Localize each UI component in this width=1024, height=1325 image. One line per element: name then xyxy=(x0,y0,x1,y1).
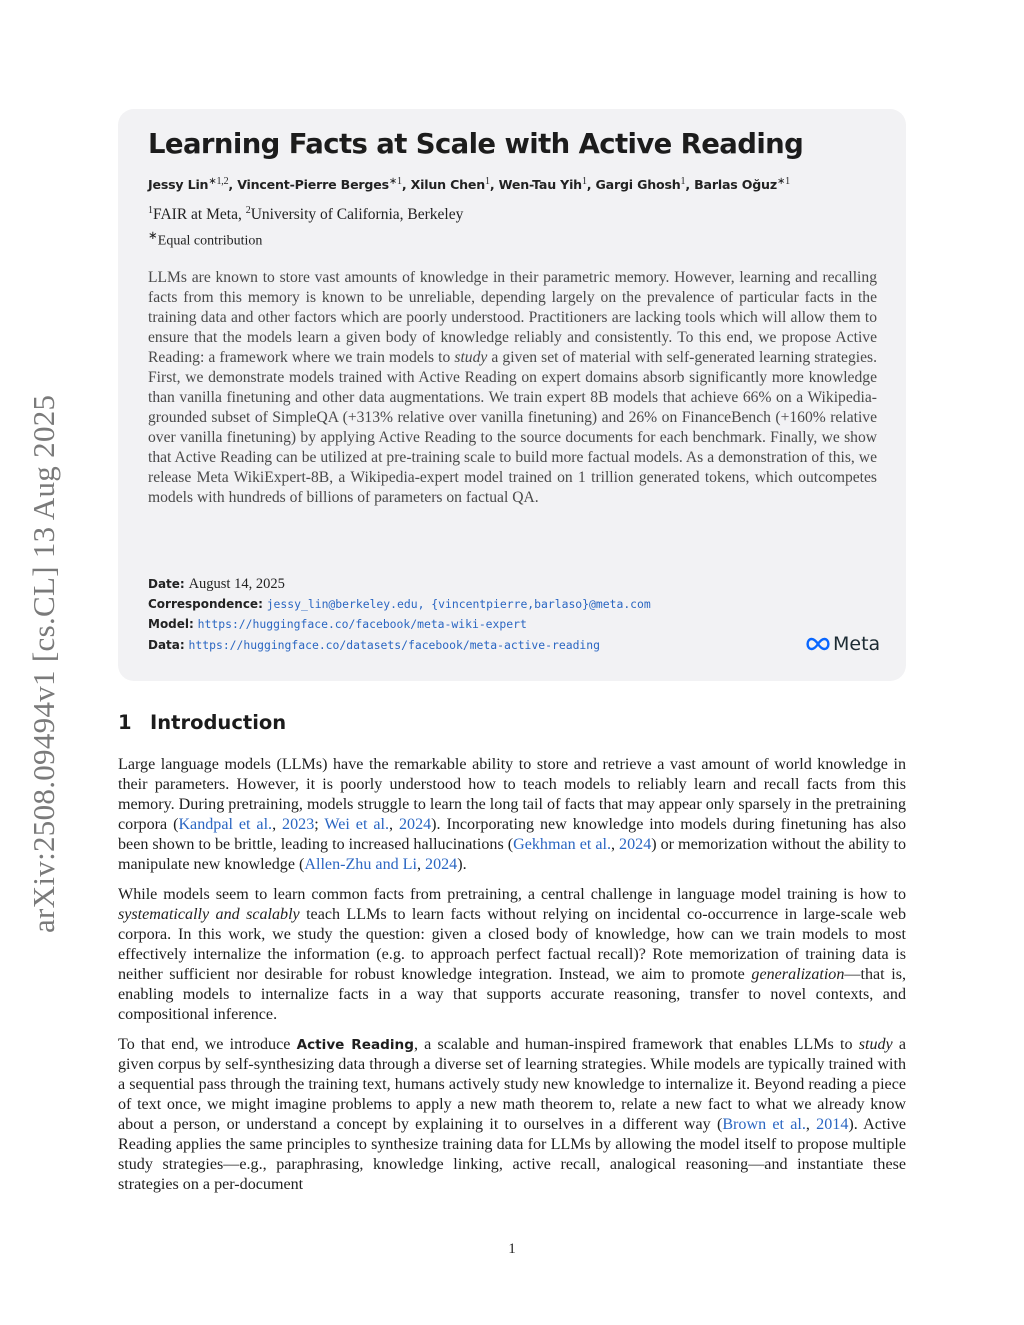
text-run: ) or memorization without the ability to manipulate new knowledge ( xyxy=(118,836,907,873)
citation-link[interactable]: Gekhman et al. xyxy=(513,836,611,853)
text-run: To that end, we introduce xyxy=(118,1036,297,1053)
text-run: —that is, enabling models to internalize facts in a way that supports accurate reasoning, transfer to novel contexts, and compositional inference. xyxy=(118,966,906,1023)
email-separator: , xyxy=(417,597,432,612)
citation-link[interactable]: Allen-Zhu and Li xyxy=(304,856,417,873)
data-label: Data: xyxy=(148,637,185,652)
text-run: , xyxy=(805,1116,817,1133)
abstract-emphasis: study xyxy=(454,349,488,366)
citation-year-link[interactable]: 2024 xyxy=(619,836,652,853)
citation-year-link[interactable]: 2024 xyxy=(425,856,458,873)
introduction-body xyxy=(118,755,906,1205)
section-heading xyxy=(118,711,286,734)
meta-logo-text: Meta xyxy=(833,633,881,655)
citation-year-link[interactable]: 2023 xyxy=(282,816,315,833)
text-run: , a scalable and human-inspired framework that enables LLMs to xyxy=(413,1036,859,1053)
date-row xyxy=(148,574,651,594)
author-name: Jessy Lin xyxy=(148,177,209,193)
author-name: Vincent-Pierre Berges xyxy=(237,177,389,193)
text-run: ). Incorporating new knowledge into models during finetuning has also been shown to be brittle, leading to increased hallucinations ( xyxy=(118,816,907,853)
paper-title: Learning Facts at Scale with Active Reading xyxy=(148,128,804,160)
affiliations xyxy=(148,205,463,224)
arxiv-identifier: arXiv:2508.09494v1 [cs.CL] 13 Aug 2025 xyxy=(26,394,61,934)
correspondence-row xyxy=(148,594,651,614)
abstract-text: a given set of material with self-generated learning strategies. First, we demonstrate models trained with Active Reading on expert domains absorb significantly more knowledge than vanilla finetuning and other data augmentations. We train expert 8B models that achieve 66% on a Wikipedia-grounded subset of SimpleQA (+313% relative over vanilla finetuning) and 26% on FinanceBench (+160% relative over vanilla finetuning) by applying Active Reading to the source documents for each benchmark. Finally, we show that Active Reading can be utilized at pre-training scale to build more factual models. As a demonstration of this, we release Meta WikiExpert-8B, a Wikipedia-expert model trained on 1 trillion generated tokens, which outcompetes models with hundreds of billions of parameters on factual QA. xyxy=(148,349,877,506)
author-mark: 1 xyxy=(680,176,686,187)
email-link-2[interactable]: {vincentpierre,barlaso}@meta.com xyxy=(431,597,651,612)
paper-metadata xyxy=(148,574,651,655)
correspondence-label: Correspondence: xyxy=(148,597,263,612)
section-number: 1 xyxy=(118,711,132,734)
abstract-text: LLMs are known to store vast amounts of knowledge in their parametric memory. However, learning and recalling facts from this memory is known to be unreliable, depending largely on the prevalence of particular facts in the training data and other factors which are poorly understood. Practitioners are lacking tools which will allow them to ensure that the models learn a given body of knowledge reliably and consistently. To this end, we propose Active Reading: a framework where we train models to xyxy=(148,269,877,366)
meta-infinity-icon xyxy=(806,637,830,651)
author-name: Xilun Chen xyxy=(410,177,486,193)
text-run: ; xyxy=(314,816,325,833)
paragraph xyxy=(118,755,906,875)
citation-link[interactable]: Brown et al. xyxy=(722,1116,806,1133)
paragraph xyxy=(118,885,906,1025)
affil-mark-2: 2 xyxy=(245,205,251,216)
paragraph xyxy=(118,1035,906,1195)
citation-link[interactable]: Wei et al. xyxy=(324,816,389,833)
text-run: , xyxy=(416,856,426,873)
model-label: Model: xyxy=(148,617,194,632)
date-value: August 14, 2025 xyxy=(188,576,285,592)
author-mark: 1 xyxy=(581,176,587,187)
text-run: teach LLMs to learn facts without relying on incidental co-occurrence in large-scale web corpora. In this work, we study the question: given a closed body of knowledge, how can we train models to most effectively internalize the information (e.g. to approach perfect factual recall)? Rote memorization of training data is neither sufficient nor desirable for robust knowledge integration. Instead, we aim to promote xyxy=(118,906,906,983)
text-run: ). Active Reading applies the same principles to synthesize training data for LLMs by allowing the model itself to propose multiple study strategies—e.g., paraphrasing, knowledge linking, active recall, analogical reasoning—and instantiate these strategies on a per-document xyxy=(118,1116,907,1193)
author-mark: 1 xyxy=(485,176,490,187)
text-run: , xyxy=(389,816,399,833)
equal-mark: ∗ xyxy=(148,229,158,242)
text-run: Large language models (LLMs) have the remarkable ability to store and retrieve a vast amount of world knowledge in their parameters. However, it is poorly understood how to teach models to reliably learn and recall facts from this memory. During pretraining, models struggle to learn the long tail of facts that may appear only sparsely in the pretraining corpora ( xyxy=(118,756,906,833)
section-title-text: Introduction xyxy=(150,711,287,734)
page-number: 1 xyxy=(508,1241,516,1257)
model-link[interactable]: https://huggingface.co/facebook/meta-wiki-expert xyxy=(197,617,527,632)
meta-logo xyxy=(806,633,880,655)
text-run: , xyxy=(610,836,620,853)
author-mark: ∗1 xyxy=(776,176,790,187)
equal-contribution-note xyxy=(148,228,262,250)
emphasis: generalization xyxy=(751,966,845,983)
emphasis: systematically and scalably xyxy=(118,906,300,923)
text-run: ). xyxy=(457,856,467,873)
author-mark: ∗1 xyxy=(388,176,402,187)
data-link[interactable]: https://huggingface.co/datasets/facebook/meta-active-reading xyxy=(188,637,600,652)
citation-link[interactable]: Kandpal et al. xyxy=(178,816,273,833)
abstract xyxy=(148,268,877,508)
emphasis: study xyxy=(858,1036,893,1053)
citation-year-link[interactable]: 2014 xyxy=(816,1116,849,1133)
affil-text-2: University of California, Berkeley xyxy=(250,206,464,224)
text-run: a given corpus by self-synthesizing data through a diverse set of learning strategies. While models are typically trained with a sequential pass through the training text, humans actively study new knowledge to internalize it. Beyond reading a piece of text once, we might imagine problems to apply a new math theorem to, relate a new fact to what we already know about a person, or understand a concept by explaining it to ourselves in a different way ( xyxy=(118,1036,907,1133)
affil-text-1: FAIR at Meta, xyxy=(153,206,246,224)
date-label: Date: xyxy=(148,577,185,591)
bold-term: Active Reading xyxy=(296,1037,414,1053)
author-name: Wen-Tau Yih xyxy=(498,177,582,193)
model-row xyxy=(148,614,651,634)
text-run: , xyxy=(272,816,283,833)
data-row xyxy=(148,635,651,655)
text-run: While models seem to learn common facts from pretraining, a central challenge in language model training is how to xyxy=(118,886,906,903)
email-link-1[interactable]: jessy_lin@berkeley.edu xyxy=(266,597,418,612)
equal-text: Equal contribution xyxy=(157,233,263,249)
affil-mark-1: 1 xyxy=(148,205,153,216)
author-mark: ∗1,2 xyxy=(208,176,229,187)
author-list: Jessy Lin$^{∗1,2}$, Vincent-Pierre Berges$^{∗1}$, Xilun Chen$^1$, Wen-Tau Yih$^1$, Gargi Ghosh$^1$, Barlas Oğuz$^{∗1}$ xyxy=(148,176,790,193)
author-name: Gargi Ghosh xyxy=(595,177,681,193)
author-name: Barlas Oğuz xyxy=(694,177,777,193)
citation-year-link[interactable]: 2024 xyxy=(398,816,432,833)
